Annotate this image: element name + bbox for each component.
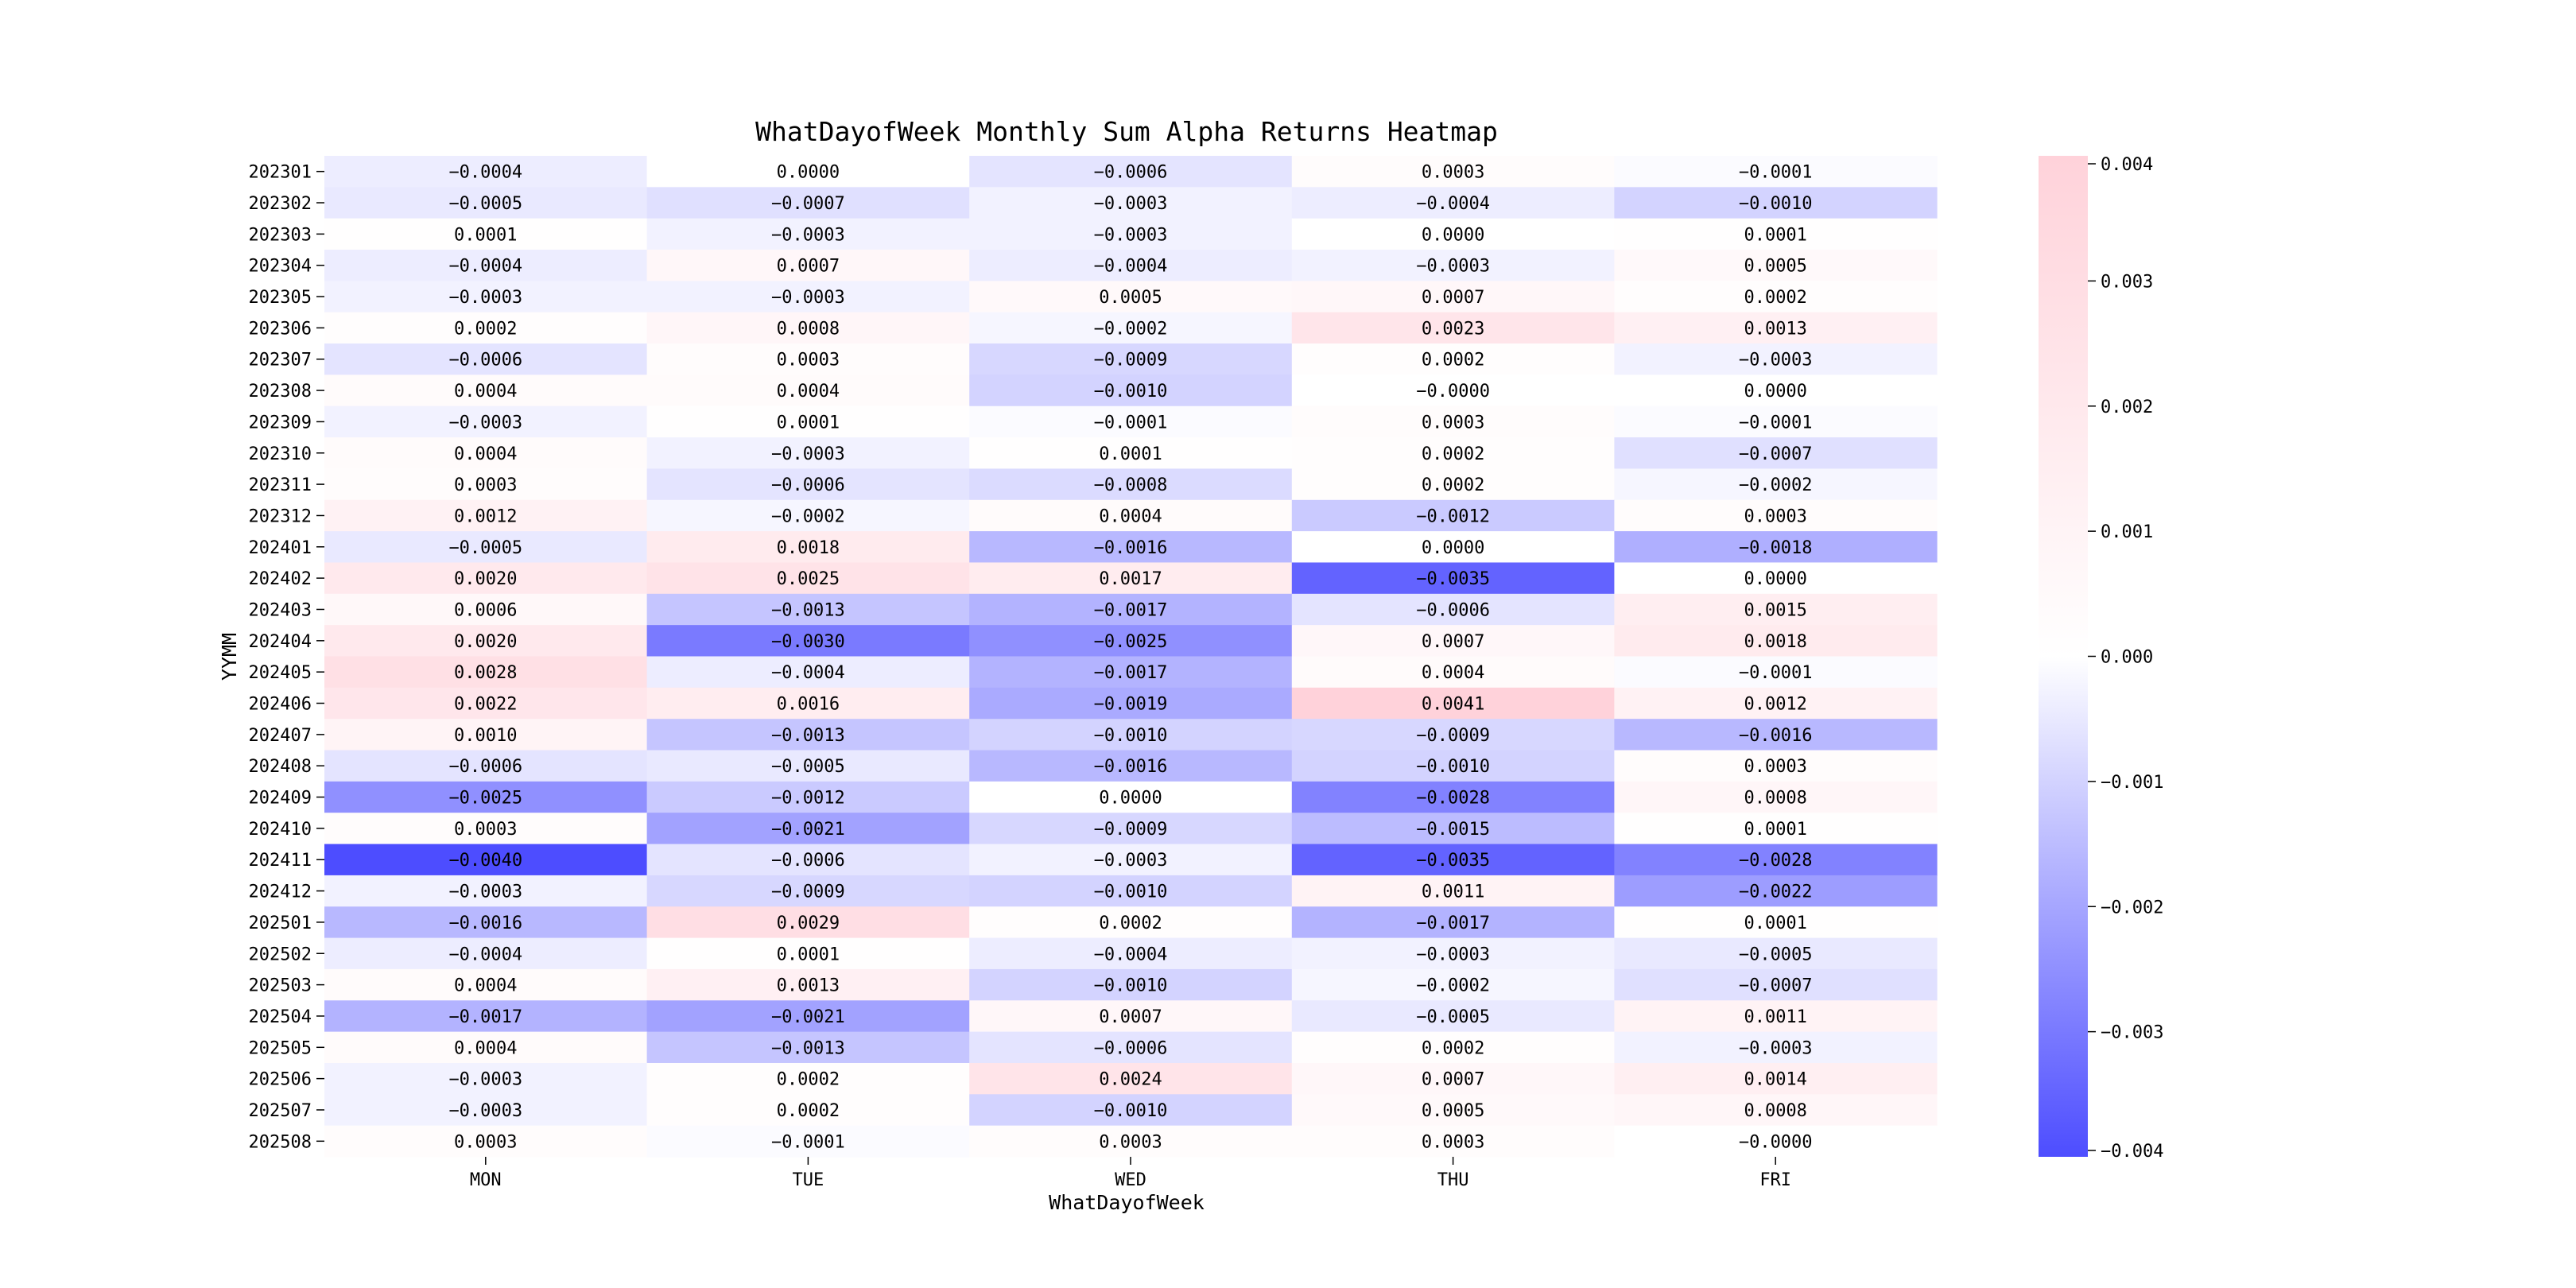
- cell-value-label: −0.0000: [1738, 1132, 1813, 1153]
- y-tick-label: 202309: [248, 413, 312, 433]
- cell-value-label: −0.0016: [448, 913, 523, 933]
- cell-value-label: −0.0003: [448, 413, 523, 433]
- cell-value-label: 0.0004: [776, 382, 840, 402]
- cell-value-label: 0.0004: [1099, 506, 1162, 527]
- cell-value-label: 0.0002: [1421, 475, 1485, 496]
- cell-value-label: 0.0000: [1099, 788, 1162, 809]
- cell-value-label: 0.0011: [1421, 882, 1485, 902]
- cell-value-label: 0.0006: [454, 600, 518, 621]
- cell-value-label: 0.0004: [1421, 663, 1485, 684]
- cell-value-label: −0.0012: [1416, 506, 1490, 527]
- y-tick-label: 202502: [248, 945, 312, 965]
- cell-value-label: −0.0000: [1416, 382, 1490, 402]
- cell-value-label: −0.0003: [1738, 350, 1813, 370]
- cell-value-label: 0.0007: [1099, 1007, 1162, 1027]
- cell-value-label: −0.0006: [448, 757, 523, 778]
- cell-value-label: −0.0025: [448, 788, 523, 809]
- colorbar-tick-label: −0.002: [2101, 898, 2164, 918]
- x-tick-label: MON: [469, 1170, 502, 1190]
- cell-value-label: 0.0022: [454, 694, 518, 715]
- cell-value-label: −0.0006: [1416, 600, 1490, 621]
- cell-value-label: 0.0020: [454, 569, 518, 590]
- cell-value-label: −0.0003: [1093, 194, 1168, 215]
- y-tick-label: 202408: [248, 757, 312, 778]
- cell-value-label: −0.0001: [1738, 663, 1813, 684]
- y-tick-label: 202501: [248, 913, 312, 933]
- x-tick-label: THU: [1437, 1170, 1469, 1190]
- cell-value-label: −0.0005: [771, 757, 845, 778]
- cell-value-label: −0.0003: [1093, 851, 1168, 871]
- y-tick-label: 202410: [248, 819, 312, 840]
- cell-value-label: −0.0015: [1416, 819, 1490, 840]
- cell-value-label: −0.0001: [771, 1132, 845, 1153]
- y-tick-label: 202304: [248, 256, 312, 277]
- cell-value-label: −0.0018: [1738, 537, 1813, 558]
- cell-value-label: −0.0016: [1093, 537, 1168, 558]
- cell-value-label: −0.0016: [1738, 725, 1813, 746]
- cell-value-label: −0.0006: [1093, 1038, 1168, 1059]
- cell-value-label: 0.0025: [776, 569, 840, 590]
- cell-value-label: −0.0009: [1093, 350, 1168, 370]
- cell-value-label: 0.0008: [1744, 788, 1807, 809]
- cell-value-label: −0.0017: [1093, 663, 1168, 684]
- cell-value-label: −0.0008: [1093, 475, 1168, 496]
- cell-value-label: −0.0003: [1093, 225, 1168, 246]
- cell-value-label: 0.0008: [776, 319, 840, 339]
- cell-value-label: 0.0004: [454, 976, 518, 996]
- y-tick-label: 202507: [248, 1100, 312, 1121]
- cell-value-label: −0.0004: [448, 256, 523, 277]
- cell-value-label: 0.0017: [1099, 569, 1162, 590]
- cell-value-label: −0.0004: [1093, 256, 1168, 277]
- cell-value-label: −0.0002: [1093, 319, 1168, 339]
- cell-value-label: −0.0002: [1416, 976, 1490, 996]
- cell-value-label: −0.0006: [771, 475, 845, 496]
- colorbar-tick-label: −0.003: [2101, 1022, 2164, 1043]
- cell-value-label: −0.0002: [1738, 475, 1813, 496]
- cell-value-label: 0.0041: [1421, 694, 1485, 715]
- cell-value-label: −0.0001: [1093, 413, 1168, 433]
- cell-value-label: 0.0011: [1744, 1007, 1807, 1027]
- x-axis-label: WhatDayofWeek: [1049, 1191, 1205, 1214]
- cell-value-label: 0.0010: [454, 725, 518, 746]
- cell-value-label: 0.0000: [1421, 537, 1485, 558]
- cell-value-label: −0.0007: [771, 194, 845, 215]
- cell-value-label: −0.0017: [1093, 600, 1168, 621]
- y-tick-label: 202506: [248, 1069, 312, 1090]
- cell-value-label: 0.0002: [776, 1100, 840, 1121]
- y-tick-label: 202310: [248, 444, 312, 464]
- cell-value-label: −0.0010: [1093, 382, 1168, 402]
- y-tick-label: 202301: [248, 162, 312, 183]
- cell-value-label: 0.0003: [1421, 1132, 1485, 1153]
- cell-value-label: −0.0003: [448, 882, 523, 902]
- cell-value-label: 0.0002: [1421, 1038, 1485, 1059]
- cell-value-label: 0.0001: [1744, 913, 1807, 933]
- cell-value-label: 0.0029: [776, 913, 840, 933]
- cell-value-label: −0.0010: [1416, 757, 1490, 778]
- x-axis: [470, 1157, 1791, 1190]
- cell-value-label: −0.0004: [1093, 945, 1168, 965]
- y-tick-label: 202308: [248, 382, 312, 402]
- cell-value-label: 0.0001: [776, 945, 840, 965]
- cell-value-label: 0.0002: [1744, 288, 1807, 308]
- cell-value-label: −0.0010: [1093, 976, 1168, 996]
- x-tick-label: TUE: [792, 1170, 824, 1190]
- cell-value-label: 0.0003: [454, 819, 518, 840]
- cell-value-label: −0.0005: [1416, 1007, 1490, 1027]
- cell-value-label: −0.0035: [1416, 851, 1490, 871]
- cell-value-label: −0.0016: [1093, 757, 1168, 778]
- cell-value-label: 0.0024: [1099, 1069, 1162, 1090]
- cell-value-label: −0.0003: [1416, 256, 1490, 277]
- cell-value-label: −0.0007: [1738, 976, 1813, 996]
- cell-value-label: −0.0003: [448, 288, 523, 308]
- cell-value-label: −0.0004: [448, 162, 523, 183]
- cell-value-label: 0.0028: [454, 663, 518, 684]
- x-tick-label: FRI: [1759, 1170, 1792, 1190]
- cell-value-label: 0.0012: [454, 506, 518, 527]
- cell-value-label: 0.0020: [454, 631, 518, 652]
- cell-value-label: 0.0002: [454, 319, 518, 339]
- y-tick-label: 202312: [248, 506, 312, 527]
- colorbar-tick-label: 0.000: [2101, 647, 2154, 668]
- cell-value-label: 0.0000: [1421, 225, 1485, 246]
- cell-value-label: 0.0023: [1421, 319, 1485, 339]
- colorbar-tick-label: 0.003: [2101, 272, 2154, 293]
- cell-value-label: 0.0003: [454, 475, 518, 496]
- cell-value-label: −0.0003: [771, 444, 845, 464]
- y-tick-label: 202406: [248, 694, 312, 715]
- cell-value-label: −0.0010: [1093, 725, 1168, 746]
- cell-value-label: −0.0010: [1738, 194, 1813, 215]
- cell-value-label: −0.0022: [1738, 882, 1813, 902]
- cell-value-label: −0.0009: [771, 882, 845, 902]
- cell-value-label: −0.0002: [771, 506, 845, 527]
- cell-value-label: −0.0040: [448, 851, 523, 871]
- colorbar-tick-label: 0.002: [2101, 397, 2154, 417]
- cell-value-label: −0.0006: [1093, 162, 1168, 183]
- cell-value-label: 0.0003: [1421, 162, 1485, 183]
- cell-value-label: −0.0004: [1416, 194, 1490, 215]
- cell-value-label: 0.0004: [454, 444, 518, 464]
- cell-value-label: 0.0014: [1744, 1069, 1807, 1090]
- cell-value-label: 0.0001: [776, 413, 840, 433]
- cell-value-label: −0.0028: [1416, 788, 1490, 809]
- cell-value-label: 0.0004: [454, 382, 518, 402]
- x-tick-label: WED: [1115, 1170, 1146, 1190]
- cell-value-label: 0.0007: [1421, 631, 1485, 652]
- cell-value-label: 0.0001: [1099, 444, 1162, 464]
- y-tick-label: 202403: [248, 600, 312, 621]
- cell-value-label: −0.0017: [1416, 913, 1490, 933]
- cell-value-label: 0.0005: [1421, 1100, 1485, 1121]
- cell-value-label: −0.0010: [1093, 882, 1168, 902]
- cell-value-label: 0.0000: [1744, 382, 1807, 402]
- cell-value-label: 0.0003: [454, 1132, 518, 1153]
- cell-value-label: 0.0013: [776, 976, 840, 996]
- cell-value-label: 0.0001: [1744, 819, 1807, 840]
- cell-value-label: −0.0035: [1416, 569, 1490, 590]
- cell-value-label: −0.0003: [448, 1069, 523, 1090]
- y-tick-label: 202508: [248, 1132, 312, 1153]
- y-tick-label: 202505: [248, 1038, 312, 1059]
- cell-value-label: 0.0003: [1744, 506, 1807, 527]
- cell-value-label: −0.0004: [771, 663, 845, 684]
- cell-value-label: 0.0013: [1744, 319, 1807, 339]
- cell-value-label: −0.0006: [448, 350, 523, 370]
- cell-value-label: 0.0003: [776, 350, 840, 370]
- y-tick-label: 202302: [248, 194, 312, 215]
- cell-value-label: 0.0005: [1744, 256, 1807, 277]
- y-tick-label: 202402: [248, 569, 312, 590]
- cell-value-label: 0.0003: [1099, 1132, 1162, 1153]
- cell-value-label: 0.0001: [454, 225, 518, 246]
- cell-value-label: −0.0001: [1738, 162, 1813, 183]
- cell-value-label: 0.0000: [776, 162, 840, 183]
- cell-value-label: 0.0005: [1099, 288, 1162, 308]
- cell-value-label: 0.0008: [1744, 1100, 1807, 1121]
- cell-value-label: −0.0010: [1093, 1100, 1168, 1121]
- cell-value-label: −0.0003: [448, 1100, 523, 1121]
- y-tick-label: 202503: [248, 976, 312, 996]
- cell-value-label: 0.0001: [1744, 225, 1807, 246]
- cell-value-label: 0.0002: [1099, 913, 1162, 933]
- y-axis-label: YYMM: [218, 632, 241, 681]
- y-tick-label: 202303: [248, 225, 312, 246]
- cell-value-label: −0.0017: [448, 1007, 523, 1027]
- y-tick-label: 202311: [248, 475, 312, 496]
- cell-value-label: −0.0013: [771, 600, 845, 621]
- cell-value-label: −0.0003: [1416, 945, 1490, 965]
- y-tick-label: 202306: [248, 319, 312, 339]
- cell-value-label: 0.0003: [1421, 413, 1485, 433]
- cell-value-label: −0.0003: [771, 225, 845, 246]
- y-tick-label: 202404: [248, 631, 312, 652]
- cell-value-label: −0.0030: [771, 631, 845, 652]
- cell-value-label: 0.0000: [1744, 569, 1807, 590]
- cell-value-label: 0.0007: [776, 256, 840, 277]
- cell-value-label: 0.0002: [1421, 444, 1485, 464]
- cell-value-label: −0.0013: [771, 725, 845, 746]
- colorbar-tick-label: −0.001: [2101, 772, 2164, 793]
- y-tick-label: 202307: [248, 350, 312, 370]
- y-tick-label: 202305: [248, 288, 312, 308]
- cell-value-label: −0.0004: [448, 945, 523, 965]
- cell-value-label: −0.0009: [1093, 819, 1168, 840]
- cell-value-label: −0.0003: [771, 288, 845, 308]
- cell-value-label: −0.0025: [1093, 631, 1168, 652]
- cell-value-label: −0.0005: [448, 194, 523, 215]
- y-tick-label: 202411: [248, 851, 312, 871]
- cell-value-label: 0.0016: [776, 694, 840, 715]
- cell-value-label: −0.0003: [1738, 1038, 1813, 1059]
- y-tick-label: 202409: [248, 788, 312, 809]
- cell-value-label: −0.0007: [1738, 444, 1813, 464]
- y-tick-label: 202401: [248, 537, 312, 558]
- cell-value-label: −0.0005: [448, 537, 523, 558]
- cell-value-label: 0.0018: [1744, 631, 1807, 652]
- cell-value-label: −0.0019: [1093, 694, 1168, 715]
- cell-value-label: 0.0007: [1421, 1069, 1485, 1090]
- cell-value-label: −0.0005: [1738, 945, 1813, 965]
- y-tick-label: 202407: [248, 725, 312, 746]
- y-tick-label: 202405: [248, 663, 312, 684]
- cell-value-label: 0.0004: [454, 1038, 518, 1059]
- colorbar: [2039, 156, 2088, 1157]
- cell-value-label: −0.0006: [771, 851, 845, 871]
- cell-value-label: −0.0021: [771, 1007, 845, 1027]
- colorbar-ticks: [2088, 155, 2163, 1162]
- colorbar-tick-label: 0.004: [2101, 155, 2154, 175]
- colorbar-tick-label: 0.001: [2101, 522, 2154, 543]
- cell-value-label: 0.0007: [1421, 288, 1485, 308]
- y-tick-label: 202504: [248, 1007, 312, 1027]
- cell-value-label: −0.0009: [1416, 725, 1490, 746]
- cell-value-label: 0.0002: [776, 1069, 840, 1090]
- cell-value-label: 0.0003: [1744, 757, 1807, 778]
- cell-value-label: −0.0012: [771, 788, 845, 809]
- cell-value-label: −0.0028: [1738, 851, 1813, 871]
- cell-value-label: 0.0002: [1421, 350, 1485, 370]
- y-axis: [249, 163, 324, 1153]
- colorbar-tick-label: −0.004: [2101, 1142, 2164, 1162]
- cell-value-label: 0.0018: [776, 537, 840, 558]
- cell-value-label: 0.0012: [1744, 694, 1807, 715]
- chart-title: WhatDayofWeek Monthly Sum Alpha Returns Heatmap: [755, 116, 1498, 147]
- cell-value-label: −0.0021: [771, 819, 845, 840]
- y-tick-label: 202412: [248, 882, 312, 902]
- cell-value-label: 0.0015: [1744, 600, 1807, 621]
- cell-value-label: −0.0013: [771, 1038, 845, 1059]
- cell-value-label: −0.0001: [1738, 413, 1813, 433]
